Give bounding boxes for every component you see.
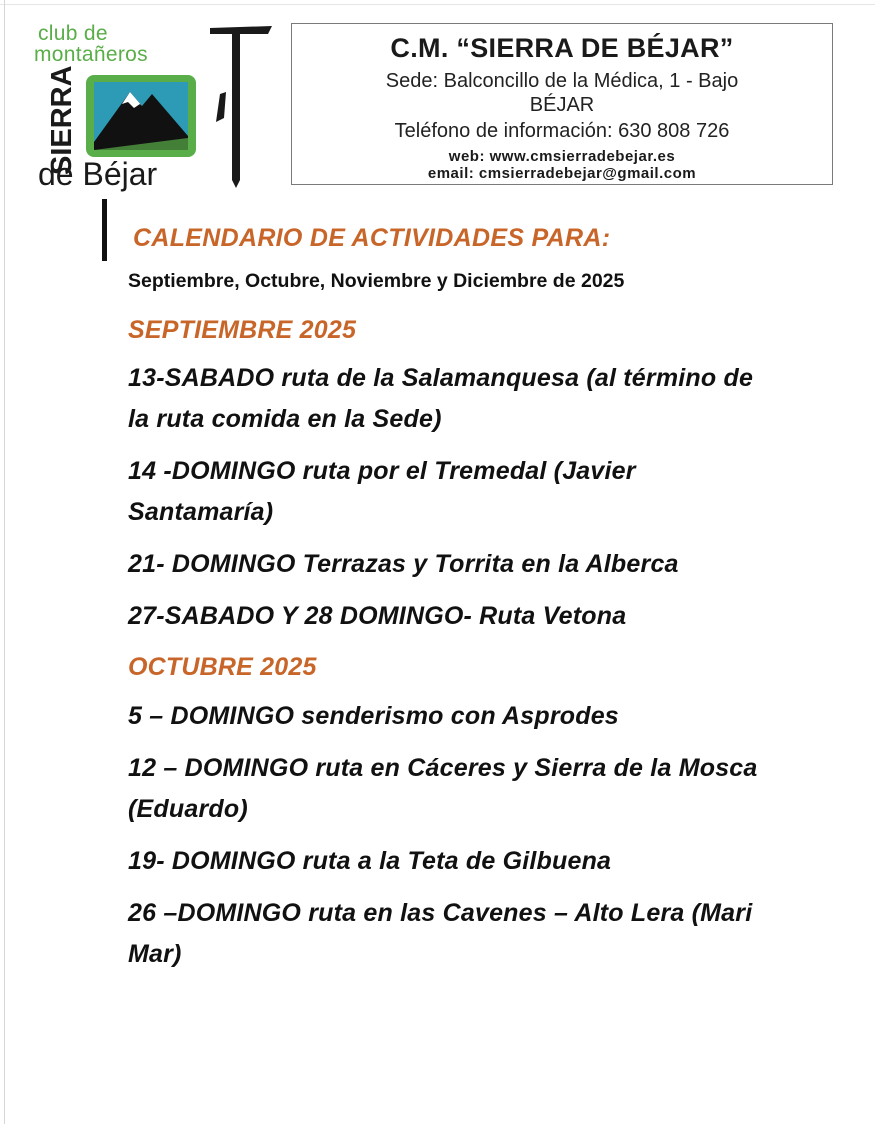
calendar-content [128,312,768,975]
month-heading: SEPTIEMBRE 2025 [128,316,357,344]
event-item: 26 –DOMINGO ruta en las Cavenes – Alto Lera (Mari Mar) [128,899,753,968]
text-cursor-bar [102,199,107,261]
page-left-edge [4,0,5,1124]
event-item: 19- DOMINGO ruta a la Teta de Gilbuena [128,847,612,875]
club-phone: Teléfono de información: 630 808 726 [394,120,730,142]
event-item: 14 -DOMINGO ruta por el Tremedal (Javier Santamaría) [128,457,636,526]
club-logo [30,20,280,195]
club-info-box [291,23,833,185]
logo-text-club-de: club de [38,22,108,45]
logo-text-montaneros: montañeros [34,43,148,66]
calendar-period: Septiembre, Octubre, Noviembre y Diciembre de 2025 [128,270,625,292]
club-web: web: www.cmsierradebejar.es [448,148,676,165]
ice-axe-adze-icon [216,92,226,122]
event-item: 12 – DOMINGO ruta en Cáceres y Sierra de la Mosca (Eduardo) [128,754,758,823]
logo-text-sierra: SIERRA [46,65,78,175]
event-item: 27-SABADO Y 28 DOMINGO- Ruta Vetona [128,602,627,630]
calendar-title: CALENDARIO DE ACTIVIDADES PARA: [133,224,611,252]
club-name: C.M. “SIERRA DE BÉJAR” [390,33,734,63]
month-heading: OCTUBRE 2025 [128,653,317,681]
club-email: email: cmsierradebejar@gmail.com [427,165,697,182]
page-top-edge [0,4,875,5]
club-address: Sede: Balconcillo de la Médica, 1 - Bajo [385,70,739,92]
event-item: 5 – DOMINGO senderismo con Asprodes [128,702,619,730]
event-item: 21- DOMINGO Terrazas y Torrita en la Alberca [128,550,679,578]
club-city: BÉJAR [529,94,595,116]
ice-axe-head-icon [210,26,272,34]
ice-axe-spike-icon [232,180,240,188]
logo-text-de-bejar: de Béjar [38,156,158,192]
ice-axe-shaft-icon [232,30,240,180]
event-item: 13-SABADO ruta de la Salamanquesa (al término de la ruta comida en la Sede) [128,364,754,433]
